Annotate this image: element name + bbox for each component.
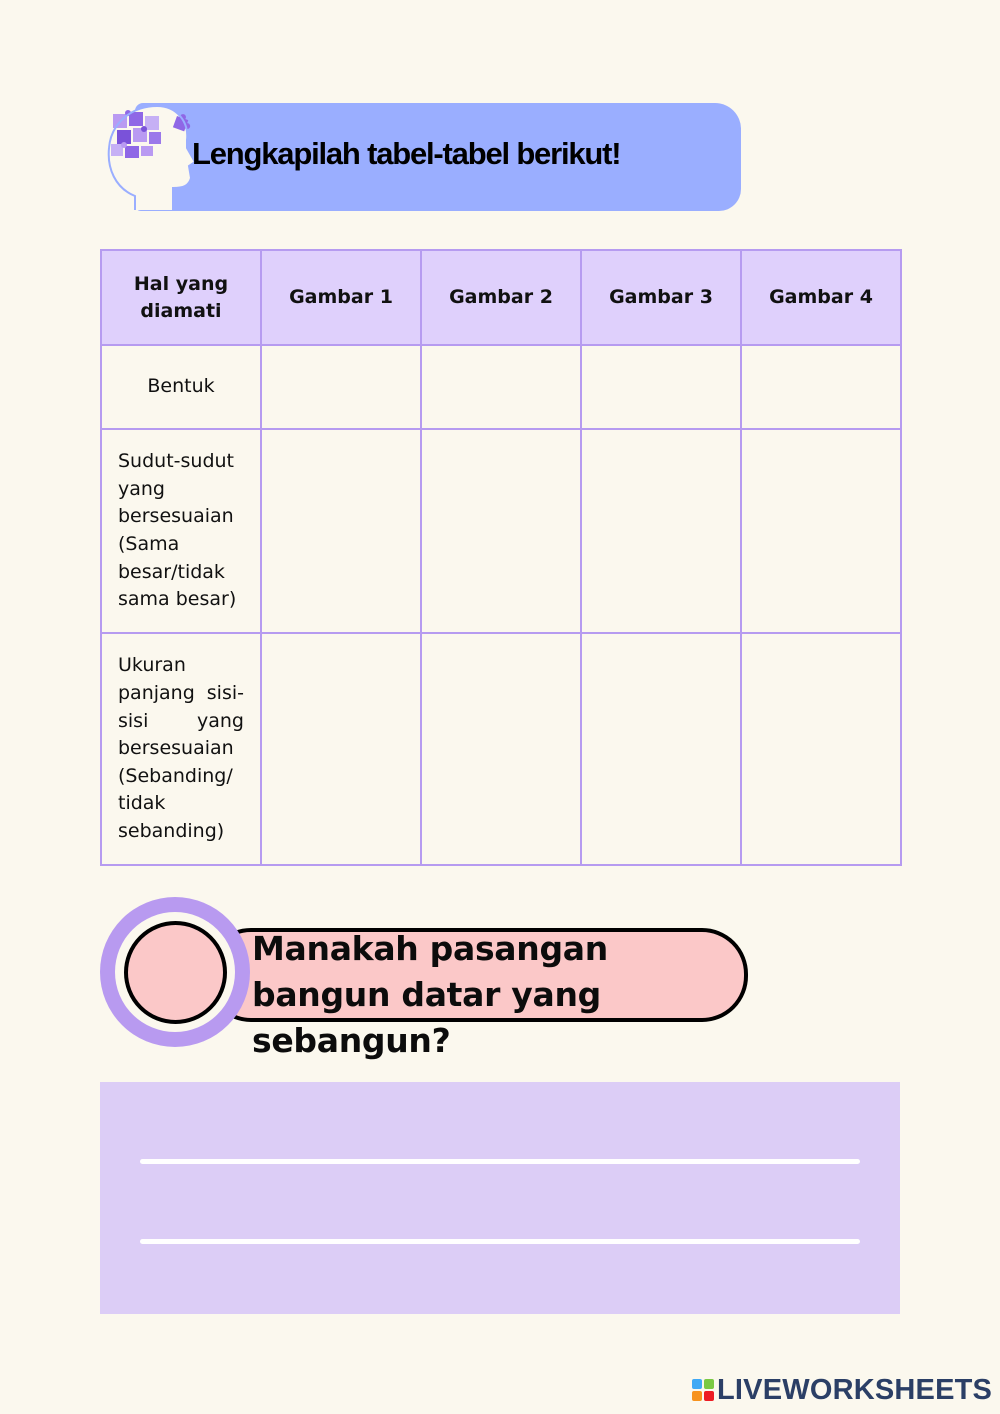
row-label-sudut: Sudut-sudut yang bersesuaian (Sama besar/tidak sama besar) <box>101 429 261 633</box>
observation-table <box>100 249 902 866</box>
answer-cell[interactable] <box>421 345 581 429</box>
question-text: Manakah pasangan bangun datar yang sebangun? <box>252 929 608 1060</box>
answer-cell[interactable] <box>581 633 741 865</box>
column-header: Gambar 4 <box>741 250 901 345</box>
answer-cell[interactable] <box>581 345 741 429</box>
head-puzzle-icon <box>103 100 203 212</box>
row-label-bentuk: Bentuk <box>101 345 261 429</box>
table-row <box>101 345 901 429</box>
answer-line[interactable] <box>140 1239 860 1244</box>
table-header-row <box>101 250 901 345</box>
answer-cell[interactable] <box>741 345 901 429</box>
row-label-ukuran: Ukuran panjang sisi-sisi yang bersesuaian (Sebanding/ tidak sebanding) <box>101 633 261 865</box>
column-header: Gambar 2 <box>421 250 581 345</box>
answer-cell[interactable] <box>261 345 421 429</box>
answer-cell[interactable] <box>261 633 421 865</box>
question-dot <box>124 921 227 1024</box>
page-title: Lengkapilah tabel-tabel berikut! <box>192 136 621 171</box>
answer-cell[interactable] <box>741 633 901 865</box>
answer-line[interactable] <box>140 1159 860 1164</box>
table-row <box>101 633 901 865</box>
answer-box <box>100 1082 900 1314</box>
watermark-text: LIVEWORKSHEETS <box>717 1374 993 1406</box>
table-row <box>101 429 901 633</box>
column-header: Gambar 1 <box>261 250 421 345</box>
answer-cell[interactable] <box>261 429 421 633</box>
answer-cell[interactable] <box>581 429 741 633</box>
column-header: Gambar 3 <box>581 250 741 345</box>
answer-cell[interactable] <box>741 429 901 633</box>
answer-cell[interactable] <box>421 633 581 865</box>
answer-cell[interactable] <box>421 429 581 633</box>
liveworksheets-logo-icon <box>692 1379 714 1401</box>
column-header: Hal yang diamati <box>101 250 261 345</box>
